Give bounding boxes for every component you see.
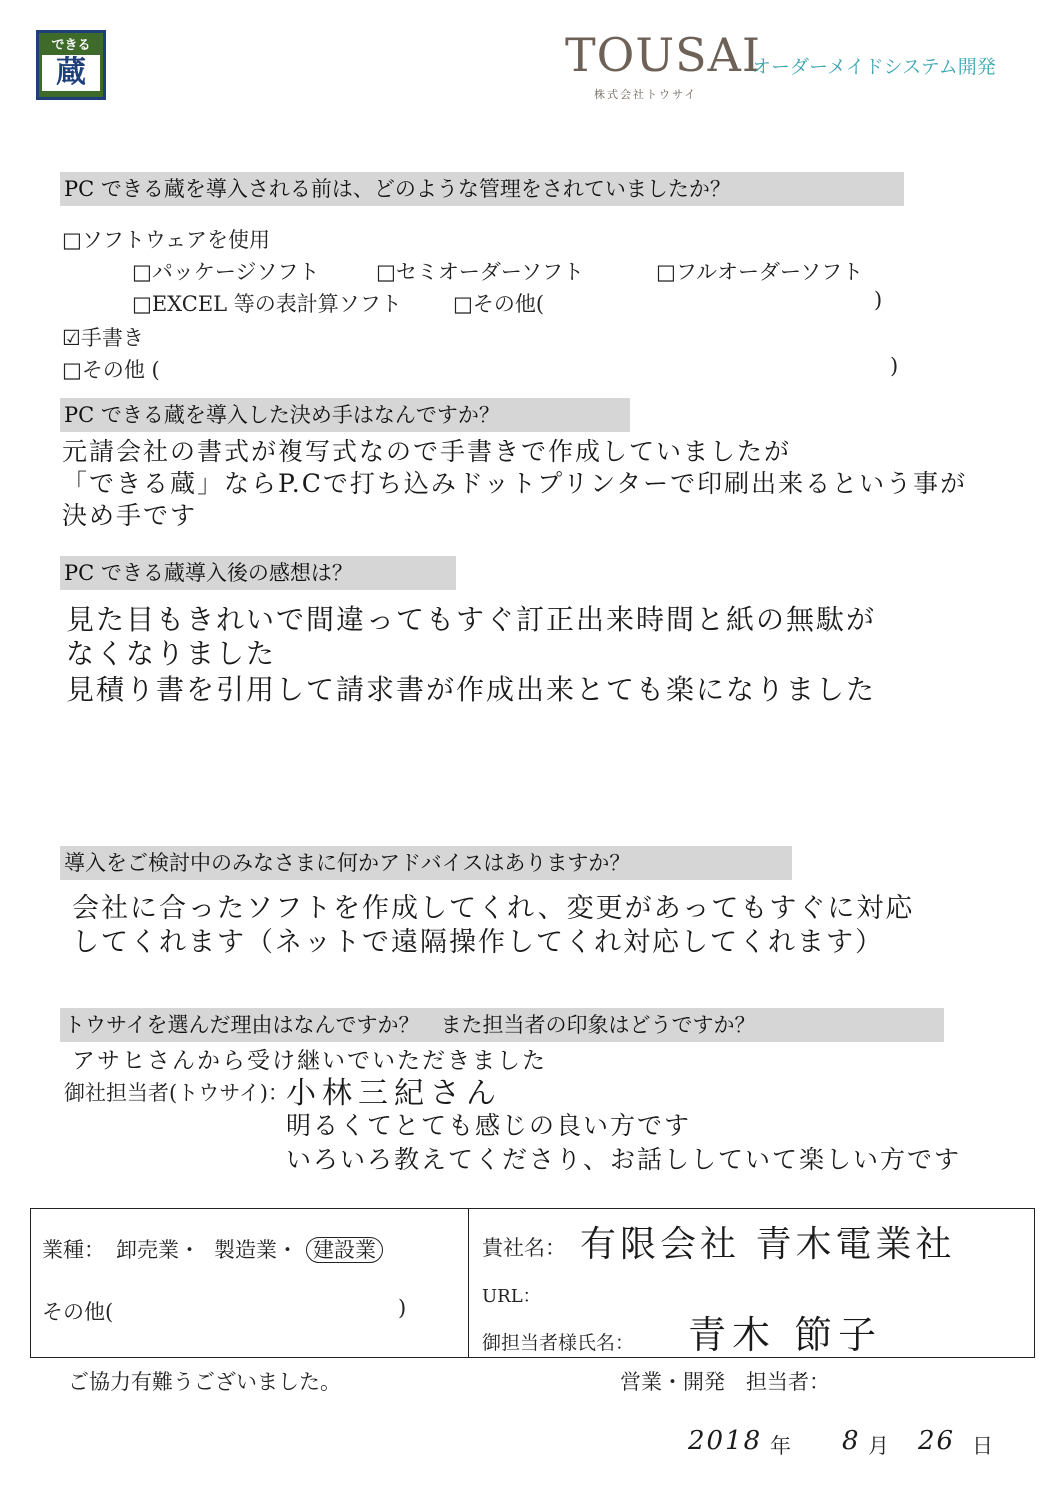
date-year: 2018 [688,1426,763,1456]
other-close: ) [890,354,899,378]
question-4: 導入をご検討中のみなさまに何かアドバイスはありますか？ [60,846,792,880]
option-full-order[interactable]: □フルオーダーソフト [656,260,864,284]
url-label: URL： [482,1286,541,1307]
industry-construction-circled[interactable]: 建設業 [306,1237,383,1263]
dekirukura-logo [36,30,106,100]
contact-name-value: 青木 節子 [688,1313,883,1357]
industry-label: 業種： [42,1238,105,1262]
thanks-message: ご協力有難うございました。 [68,1370,341,1394]
question-5: トウサイを選んだ理由はなんですか？ また担当者の印象はどうですか？ [60,1008,944,1042]
answer-3-line-1: 見た目もきれいで間違ってもすぐ訂正出来時間と紙の無駄が [66,603,877,636]
logo-top-text: できる [51,38,91,53]
answer-3-line-3: 見積り書を引用して請求書が作成出来とても楽になりました [66,673,877,706]
answer-3-line-2: なくなりました [66,637,277,670]
answer-4-line-1: 会社に合ったソフトを作成してくれ、変更があってもすぐに対応 [72,893,915,924]
industry-wholesale[interactable]: 卸売業・ [116,1238,200,1262]
option-other-software[interactable]: □その他( [453,292,545,316]
date-day: 26 [918,1426,956,1456]
sales-dev-staff-label: 営業・開発 担当者： [620,1370,830,1394]
option-software[interactable]: □ソフトウェアを使用 [62,228,271,252]
company-name-label: 貴社名： [482,1236,566,1260]
brand-name: TOUSAI [565,28,762,82]
answer-4-line-2: してくれます（ネットで遠隔操作してくれ対応してくれます） [72,927,884,958]
contact-name-label: 御担当者様氏名： [482,1332,635,1354]
staff-label: 御社担当者(トウサイ)： [64,1081,289,1105]
option-semi-order[interactable]: □セミオーダーソフト [376,260,585,284]
option-package[interactable]: □パッケージソフト [132,260,320,284]
staff-name: 小林三紀さん [286,1076,502,1111]
answer-2-line-3: 決め手です [62,501,198,530]
answer-2-line-1: 元請会社の書式が複写式なので手書きで作成していましたが [62,437,792,466]
option-other[interactable]: □その他 ( [62,358,160,382]
option-handwriting[interactable]: ☑手書き [62,326,144,350]
industry-other-label[interactable]: その他( [42,1300,114,1324]
question-3: PC できる蔵導入後の感想は？ [60,556,456,590]
date-month: 8 [842,1426,861,1456]
industry-other-close: ) [398,1296,407,1320]
question-1: PC できる蔵を導入される前は、どのような管理をされていましたか？ [60,172,904,206]
month-unit: 月 [868,1434,889,1458]
answer-2-line-2: 「できる蔵」ならP.Cで打ち込みドットプリンターで印刷出来るという事が [62,469,968,498]
answer-5-line-3: いろいろ教えてくださり、お話ししていて楽しい方です [286,1145,962,1174]
company-box-divider [468,1208,469,1358]
answer-5-line-2: 明るくてとても感じの良い方です [286,1111,692,1140]
day-unit: 日 [972,1434,993,1458]
year-unit: 年 [770,1434,791,1458]
other-software-close: ) [874,288,883,312]
brand-subtitle: 株式会社トウサイ [594,88,698,101]
brand-tagline: オーダーメイドシステム開発 [752,56,996,78]
answer-5-line-1: アサヒさんから受け継いでいただきました [72,1048,547,1074]
question-2: PC できる蔵を導入した決め手はなんですか？ [60,398,630,432]
logo-main-text: 蔵 [42,55,100,91]
option-excel[interactable]: □EXCEL 等の表計算ソフト [132,292,402,316]
industry-manufacturing[interactable]: 製造業・ [214,1238,298,1262]
company-name-value: 有限会社 青木電業社 [580,1224,956,1265]
